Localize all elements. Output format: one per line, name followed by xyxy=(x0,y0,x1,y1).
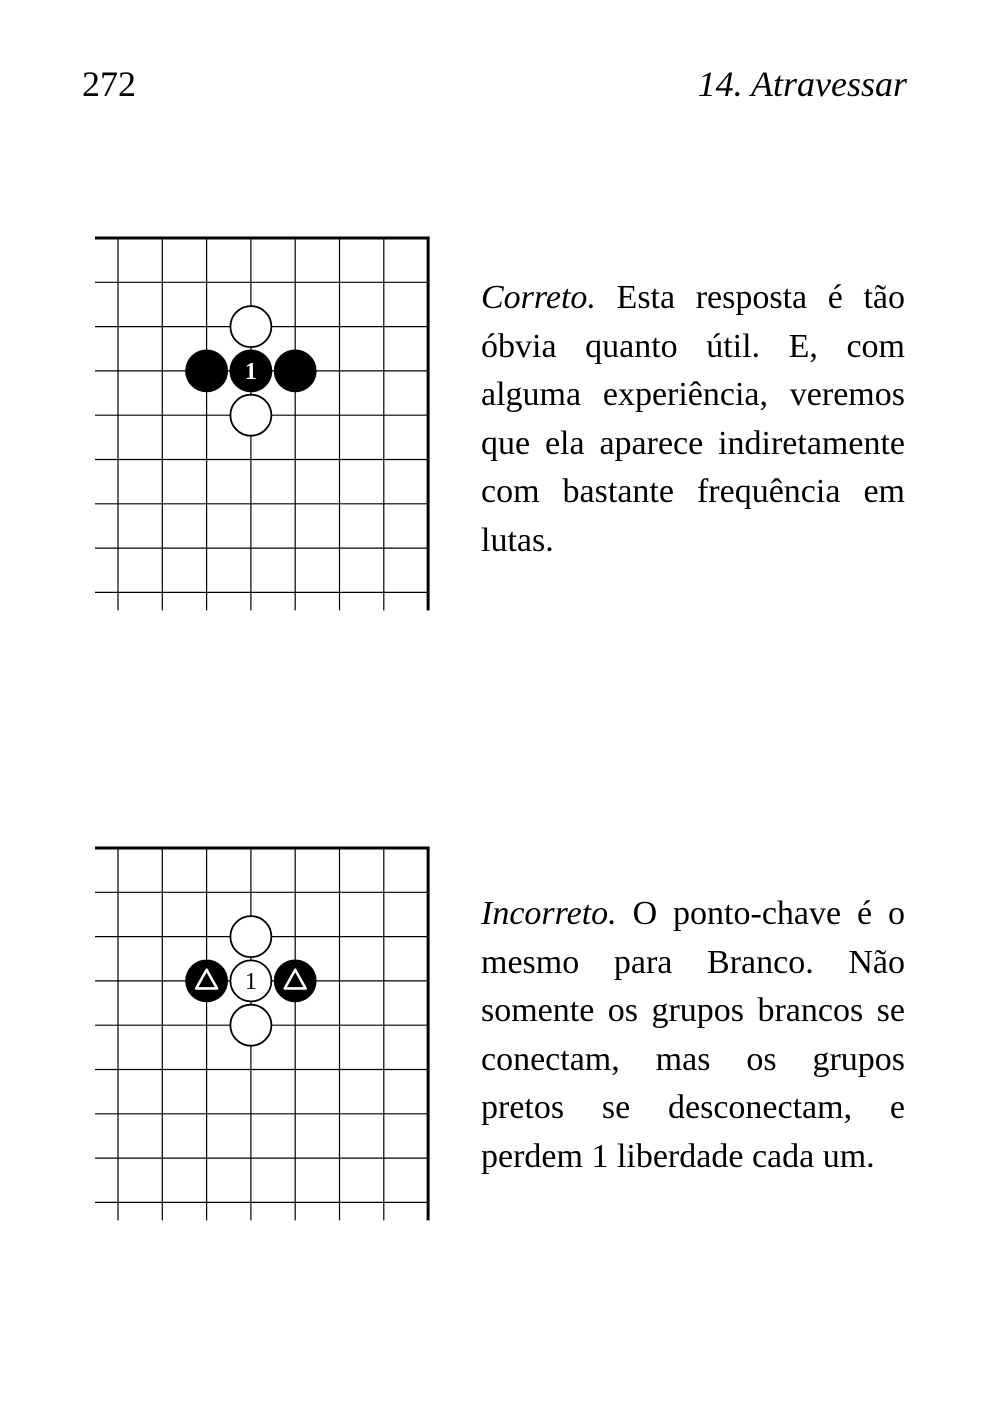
move-number: 1 xyxy=(244,968,257,995)
caption-text: Esta resposta é tão óbvia quanto útil. E, com alguma experiência, veremos que ela aparece indiretamente com bastante frequência em lutas. xyxy=(481,279,905,559)
black-stone xyxy=(186,350,227,391)
chapter-title: 14. Atravessar xyxy=(697,64,907,104)
black-stone xyxy=(275,960,316,1001)
caption-lead: Correto. xyxy=(481,279,596,316)
page-number: 272 xyxy=(82,64,136,104)
white-stone xyxy=(230,960,271,1001)
caption-text: O ponto-chave é o mesmo para Branco. Não somente os grupos brancos se conectam, mas os grupos pretos se desconectam, e perdem 1 liberdade cada um. xyxy=(481,895,906,1175)
black-stone xyxy=(275,350,316,391)
caption-lead: Incorreto. xyxy=(481,895,617,932)
white-stone xyxy=(230,395,271,436)
caption-incorrect xyxy=(481,890,905,1181)
white-stone xyxy=(230,306,271,347)
caption-correct xyxy=(481,274,905,565)
white-stone xyxy=(230,1005,271,1046)
go-board xyxy=(90,840,440,1230)
black-stone xyxy=(186,960,227,1001)
move-number: 1 xyxy=(244,358,257,385)
black-stone xyxy=(230,350,271,391)
white-stone xyxy=(230,916,271,957)
go-board xyxy=(90,230,440,620)
go-diagram-correct xyxy=(90,230,440,620)
go-diagram-incorrect xyxy=(90,840,440,1230)
